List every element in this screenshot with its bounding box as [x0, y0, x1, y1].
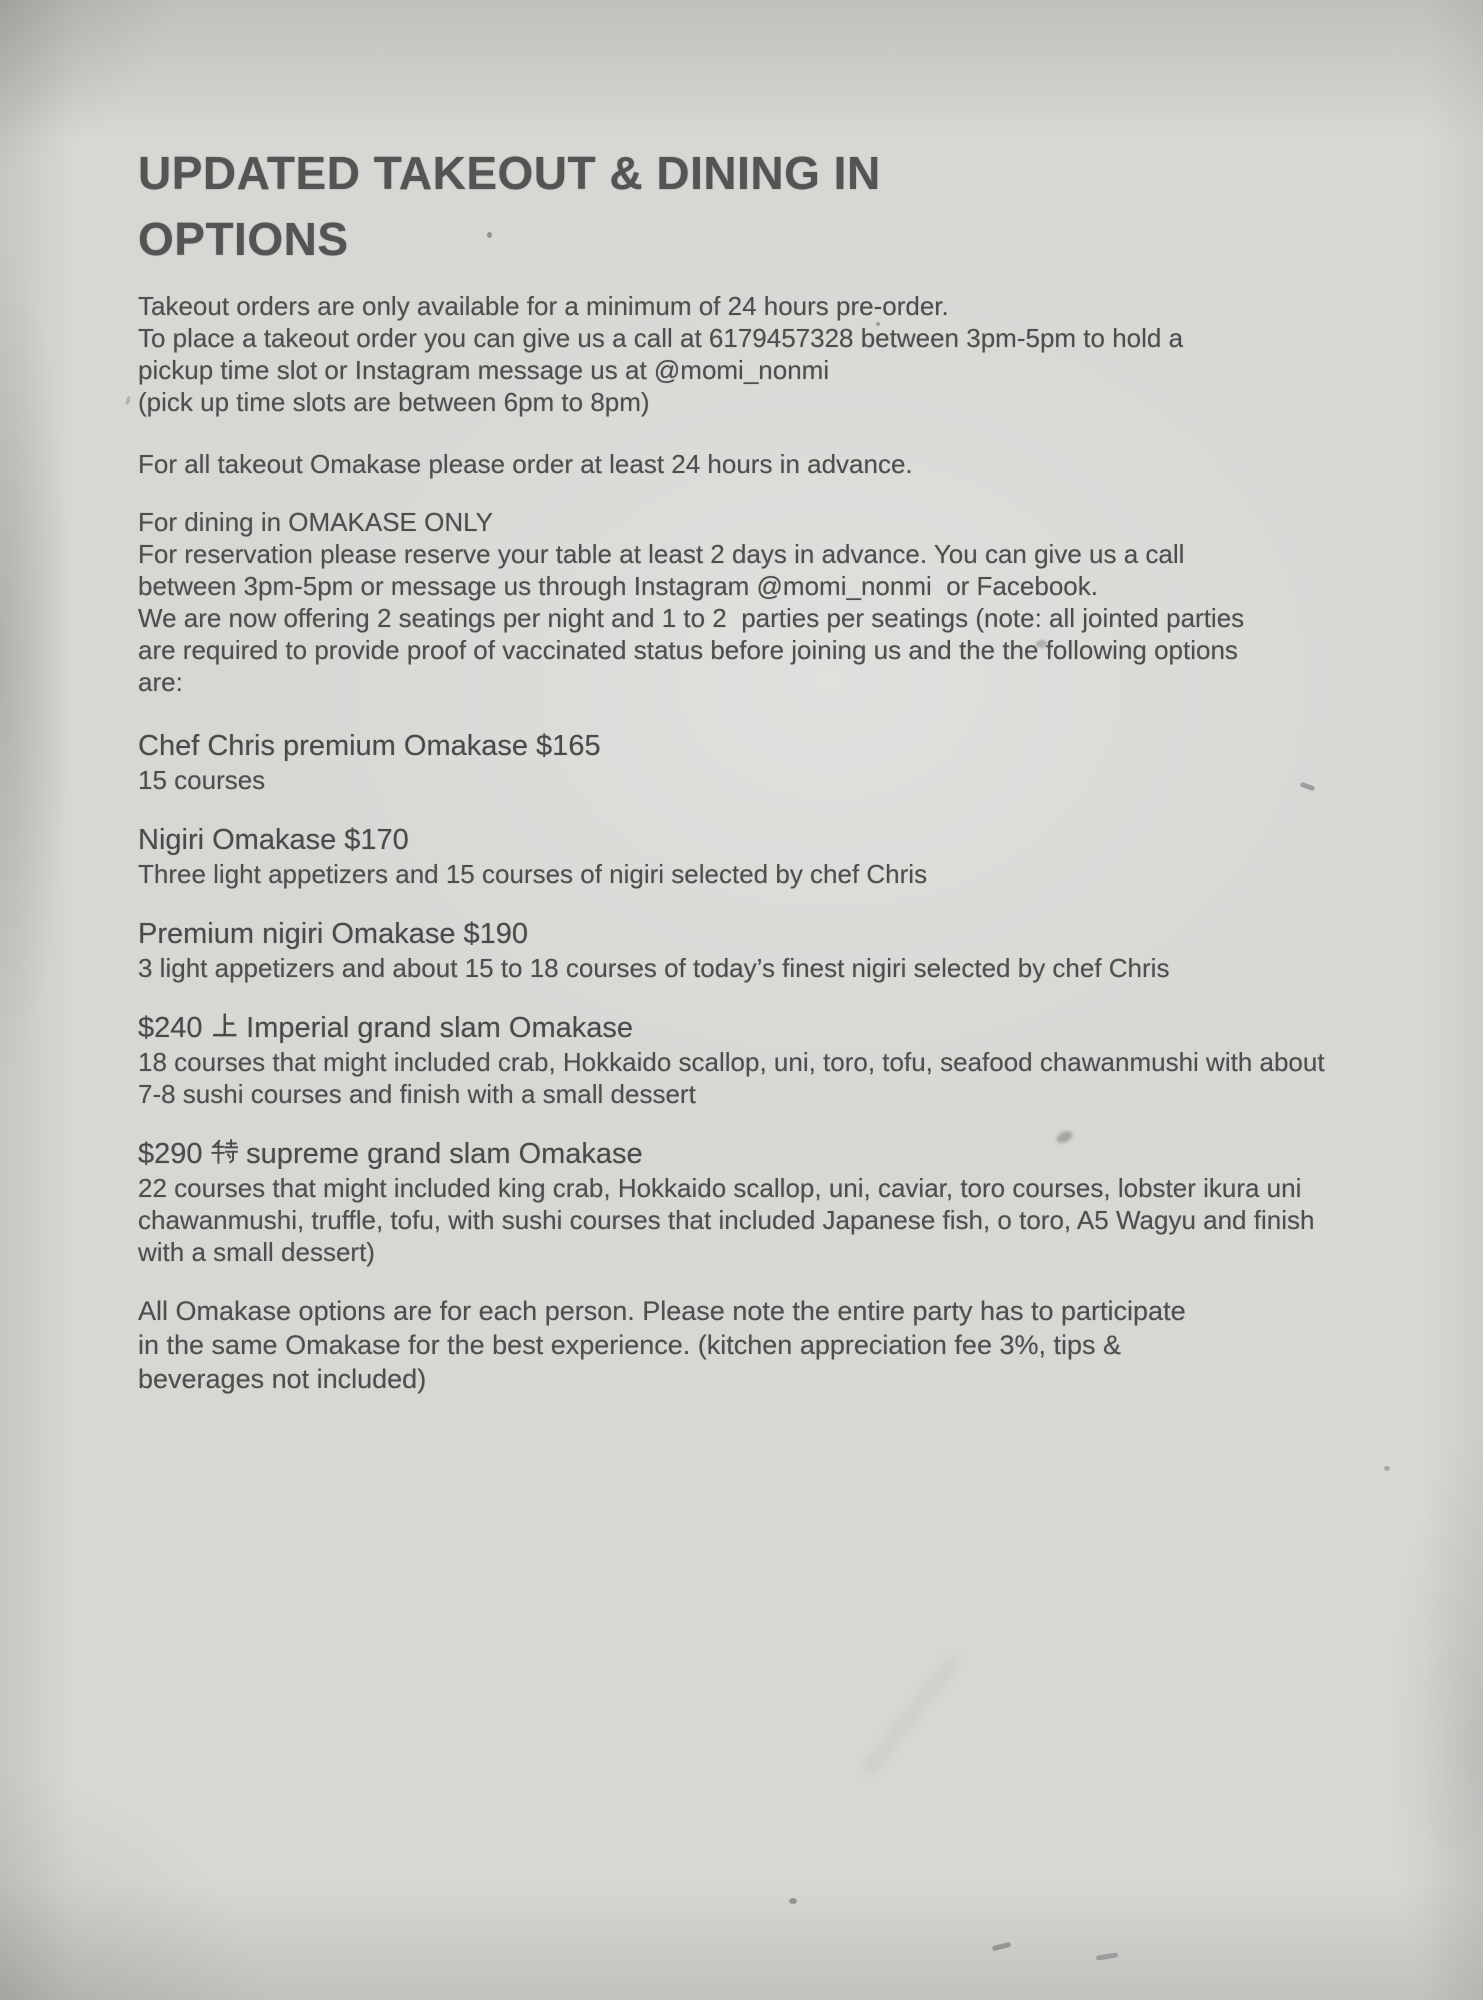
- kanji-jou-icon: [211, 1012, 239, 1040]
- dining-line: are:: [138, 667, 183, 697]
- per-person-footnote: [138, 1294, 1378, 1396]
- menu-item-chef-chris-premium: [138, 728, 1378, 796]
- page-title-line2: OPTIONS: [138, 213, 349, 265]
- menu-item-name: [138, 1136, 1378, 1172]
- menu-item-name: Chef Chris premium Omakase $165: [138, 730, 601, 762]
- menu-item-description: with a small dessert): [138, 1237, 375, 1267]
- menu-item-description: 7-8 sushi courses and finish with a small dessert: [138, 1079, 696, 1109]
- dining-in-paragraph: [138, 506, 1378, 698]
- takeout-note-line: For all takeout Omakase please order at least 24 hours in advance.: [138, 449, 913, 479]
- takeout-omakase-note: [138, 448, 1378, 480]
- menu-item-description: 18 courses that might included crab, Hokkaido scallop, uni, toro, tofu, seafood chawanmushi with about: [138, 1047, 1325, 1077]
- document-content: [138, 140, 1378, 1396]
- dining-line: are required to provide proof of vaccinated status before joining us and the the following options: [138, 635, 1238, 665]
- intro-line: (pick up time slots are between 6pm to 8pm): [138, 387, 650, 417]
- menu-item-premium-nigiri-omakase: [138, 916, 1378, 984]
- omakase-options-list: [138, 728, 1378, 1268]
- paper-speck: [1096, 1952, 1119, 1960]
- paper-speck: [125, 396, 132, 406]
- dining-line: We are now offering 2 seatings per night and 1 to 2 parties per seatings (note: all jointed parties: [138, 603, 1245, 633]
- menu-item-name: [138, 1010, 1378, 1046]
- menu-item-description: 3 light appetizers and about 15 to 18 courses of today’s finest nigiri selected by chef Chris: [138, 953, 1170, 983]
- menu-item-name: Premium nigiri Omakase $190: [138, 918, 529, 950]
- footnote-line: All Omakase options are for each person. Please note the entire party has to participate: [138, 1296, 1186, 1326]
- dining-line: For reservation please reserve your table at least 2 days in advance. You can give us a call: [138, 539, 1185, 569]
- item-name-text: supreme grand slam Omakase: [238, 1138, 643, 1170]
- menu-item-supreme-grand-slam: [138, 1136, 1378, 1268]
- menu-item-description: Three light appetizers and 15 courses of nigiri selected by chef Chris: [138, 859, 928, 889]
- menu-item-imperial-grand-slam: [138, 1010, 1378, 1110]
- paper-speck: [1384, 1466, 1390, 1471]
- menu-item-description: 22 courses that might included king crab, Hokkaido scallop, uni, caviar, toro courses, lobster ikura uni: [138, 1173, 1302, 1203]
- intro-line: pickup time slot or Instagram message us at @momi_nonmi: [138, 355, 830, 385]
- item-name-text: Imperial grand slam Omakase: [238, 1012, 633, 1044]
- footnote-line: in the same Omakase for the best experience. (kitchen appreciation fee 3%, tips &: [138, 1330, 1122, 1360]
- page-title: [138, 140, 1378, 272]
- kanji-toku-icon: [211, 1138, 239, 1166]
- menu-item-description: chawanmushi, truffle, tofu, with sushi courses that included Japanese fish, o toro, A5 Wagyu and finish: [138, 1205, 1315, 1235]
- page-title-line1: UPDATED TAKEOUT & DINING IN: [138, 147, 881, 199]
- paper-speck: [992, 1942, 1012, 1951]
- paper-stain-streak: [860, 1652, 962, 1778]
- price-text: $240: [138, 1012, 211, 1044]
- intro-line: Takeout orders are only available for a minimum of 24 hours pre-order.: [138, 291, 949, 321]
- intro-line: To place a takeout order you can give us a call at 6179457328 between 3pm-5pm to hold a: [138, 323, 1184, 353]
- menu-item-description: 15 courses: [138, 765, 266, 795]
- price-text: $290: [138, 1138, 211, 1170]
- takeout-intro-paragraph: [138, 290, 1378, 418]
- dining-line: between 3pm-5pm or message us through Instagram @momi_nonmi or Facebook.: [138, 571, 1098, 601]
- paper-speck: [789, 1898, 797, 1904]
- menu-item-name: Nigiri Omakase $170: [138, 824, 409, 856]
- footnote-line: beverages not included): [138, 1364, 427, 1394]
- dining-line: For dining in OMAKASE ONLY: [138, 507, 493, 537]
- menu-item-nigiri-omakase: [138, 822, 1378, 890]
